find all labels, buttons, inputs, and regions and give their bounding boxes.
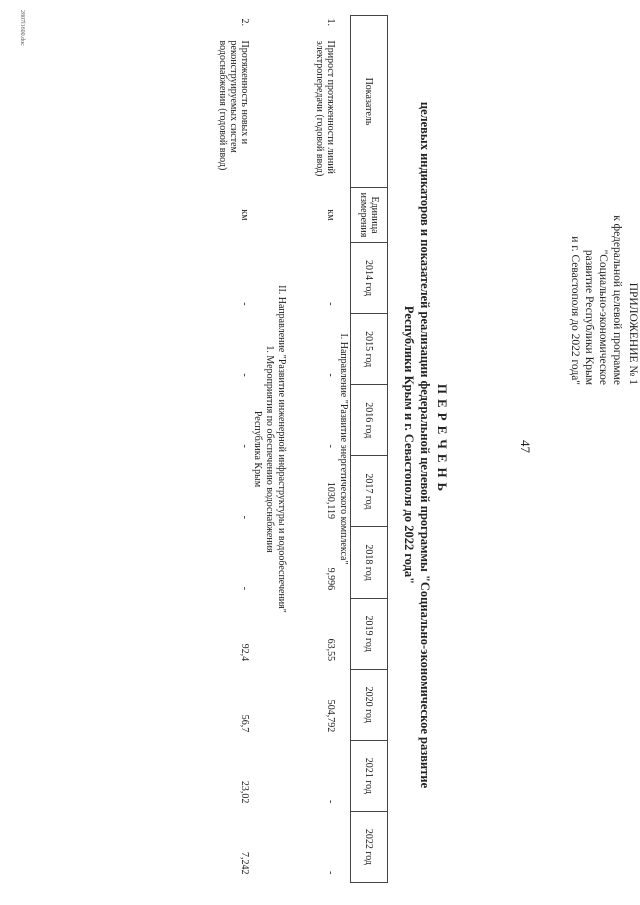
section-heading: II. Направление "Развитие инженерной инфраструктуры и водообеспечения" xyxy=(276,285,288,613)
cell-value: 504,792 xyxy=(325,699,336,733)
header-year: 2017 год xyxy=(351,456,388,527)
cell-value: 63,55 xyxy=(325,638,336,662)
appendix-block xyxy=(568,115,640,385)
table-row xyxy=(288,16,338,883)
header-unit: Единица измерения xyxy=(351,188,388,243)
appendix-title: ПРИЛОЖЕНИЕ № 1 xyxy=(627,282,639,385)
cell-value: - xyxy=(239,373,250,377)
cell-value: - xyxy=(325,302,336,306)
row-number: 1. xyxy=(325,18,336,26)
subtitle-line: целевых индикаторов и показателей реализации федеральной целевой программы "Социально-экономическое развитие xyxy=(418,101,432,789)
row-indicator: Протяженность новых и реконструируемых систем водоснабжения (годовой ввод) xyxy=(217,40,250,171)
cell-value: 56,7 xyxy=(239,714,250,733)
table-header-row xyxy=(351,16,388,883)
table-row xyxy=(202,16,252,883)
header-year: 2014 год xyxy=(351,243,388,314)
cell-value: 92,4 xyxy=(239,643,250,662)
cell-value: - xyxy=(239,586,250,591)
cell-value: - xyxy=(325,444,336,448)
row-unit: км xyxy=(239,209,250,221)
cell-value: 9,996 xyxy=(325,567,336,591)
indicators-table xyxy=(202,15,388,883)
cell-value: - xyxy=(239,515,250,519)
appendix-line: и г. Севастополя до 2022 года" xyxy=(569,236,581,385)
header-year: 2020 год xyxy=(351,669,388,740)
row-unit: км xyxy=(325,209,336,221)
appendix-line: "Социально-экономическое xyxy=(597,249,609,385)
cell-value: 7,242 xyxy=(239,852,250,875)
header-year: 2019 год xyxy=(351,598,388,669)
row-indicator: Прирост протяженности линий электропередачи (годовой ввод) xyxy=(314,40,336,177)
header-year: 2022 год xyxy=(351,811,388,882)
cell-value: - xyxy=(239,444,250,448)
cell-value: 23,02 xyxy=(239,780,250,804)
cell-value: 1030,119 xyxy=(325,481,336,519)
file-footer: 2807l1600.doc xyxy=(19,10,25,46)
subtitle-line: Республики Крым и г. Севастополя до 2022 года" xyxy=(402,305,416,585)
header-year: 2021 год xyxy=(351,740,388,811)
section-heading: Республика Крым xyxy=(252,410,264,488)
header-year: 2016 год xyxy=(351,385,388,456)
document-subtitle xyxy=(401,30,433,860)
row-number: 2. xyxy=(239,18,250,26)
header-indicator: Показатель xyxy=(351,16,388,188)
cell-value: - xyxy=(239,302,250,306)
cell-value: - xyxy=(325,871,336,875)
appendix-line: к федеральной целевой программе xyxy=(611,215,623,385)
cell-value: - xyxy=(325,373,336,377)
page-number: 47 xyxy=(518,440,533,453)
header-year: 2018 год xyxy=(351,527,388,598)
section-heading: 1. Мероприятия по обеспечению водоснабжения xyxy=(264,345,276,553)
document-title: ПЕРЕЧЕНЬ xyxy=(435,383,450,497)
header-year: 2015 год xyxy=(351,314,388,385)
section-heading: I. Направление "Развитие энергетического комплекса" xyxy=(338,333,350,565)
appendix-line: развитие Республики Крым xyxy=(583,249,595,385)
cell-value: - xyxy=(325,800,336,804)
